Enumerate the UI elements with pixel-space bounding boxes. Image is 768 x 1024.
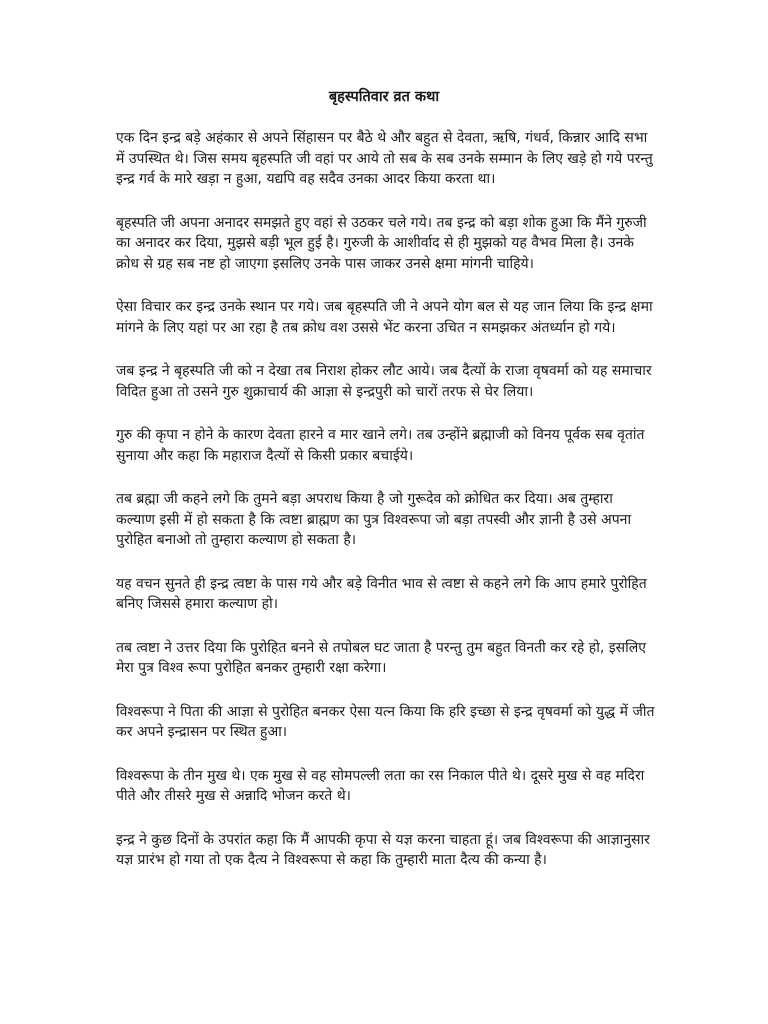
paragraph-10: विश्वरूपा के तीन मुख थे। एक मुख से वह सोमपल्ली लता का रस निकाल पीते थे। दूसरे मुख से वह मदिरा पीते और तीसरे मुख से अन्नादि भोजन करते थे। bbox=[116, 767, 645, 804]
paragraph-3: ऐसा विचार कर इन्द्र उनके स्थान पर गये। जब बृहस्पति जी ने अपने योग बल से यह जान लिया कि इन्द्र क्षमा मांगने के लिए यहां पर आ रहा है तब क्रोध वश उससे भेंट करना उचित न समझकर अंतर्ध्यान हो गये। bbox=[116, 299, 653, 336]
document-title: बृहस्पतिवार व्रत कथा bbox=[328, 89, 440, 105]
paragraph-6: तब ब्रह्मा जी कहने लगे कि तुमने बड़ा अपराध किया है जो गुरूदेव को क्रोधित कर दिया। अब तुम्हारा कल्याण इसी में हो सकता है कि त्वष्टा ब्राह्मण का पुत्र विश्वरूपा जो बड़ा तपस्वी और ज्ञानी है उसे अपना पुरोहित बनाओ तो तुम्हारा कल्याण हो सकता है। bbox=[116, 491, 632, 548]
paragraph-11: इन्द्र ने कुछ दिनों के उपरांत कहा कि मैं आपकी कृपा से यज्ञ करना चाहता हूं। जब विश्वरूपा की आज्ञानुसार यज्ञ प्रारंभ हो गया तो एक दैत्य ने विश्वरूपा से कहा कि तुम्हारी माता दैत्य की कन्या है। bbox=[116, 831, 650, 868]
paragraph-7: यह वचन सुनते ही इन्द्र त्वष्टा के पास गये और बड़े विनीत भाव से त्वष्टा से कहने लगे कि आप हमारे पुरोहित बनिए जिससे हमारा कल्याण हो। bbox=[116, 575, 647, 612]
paragraph-1: एक दिन इन्द्र बड़े अहंकार से अपने सिंहासन पर बैठे थे और बहुत से देवता, ऋषि, गंधर्व, किन्नार आदि सभा में उपस्थित थे। जिस समय बृहस्पति जी वहां पर आये तो सब के सब उनके सम्मान के लिए खड़े हो गये परन्तु इन्द्र गर्व के मारे खड़ा न हुआ, यद्यपि वह सदैव उनका आदर किया करता था। bbox=[116, 130, 653, 187]
paragraph-9: विश्वरूपा ने पिता की आज्ञा से पुरोहित बनकर ऐसा यत्न किया कि हरि इच्छा से इन्द्र वृषवर्मा को युद्ध में जीत कर अपने इन्द्रासन पर स्थित हुआ। bbox=[116, 703, 655, 740]
paragraph-2: बृहस्पति जी अपना अनादर समझते हुए वहां से उठकर चले गये। तब इन्द्र को बड़ा शोक हुआ कि मैंने गुरुजी का अनादर कर दिया, मुझसे बड़ी भूल हुई है। गुरुजी के आशीर्वाद से ही मुझको यह वैभव मिला है। उनके क्रोध से ग्रह सब नष्ट हो जाएगा इसलिए उनके पास जाकर उनसे क्षमा मांगनी चाहिये। bbox=[116, 214, 647, 272]
paragraph-8: तब त्वष्टा ने उत्तर दिया कि पुरोहित बनने से तपोबल घट जाता है परन्तु तुम बहुत विनती कर रहे हो, इसलिए मेरा पुत्र विश्व रूपा पुरोहित बनकर तुम्हारी रक्षा करेगा। bbox=[116, 639, 646, 676]
paragraph-4: जब इन्द्र ने बृहस्पति जी को न देखा तब निराश होकर लौट आये। जब दैत्यों के राजा वृषवर्मा को यह समाचार विदित हुआ तो उसने गुरु शुक्राचार्य की आज्ञा से इन्द्रपुरी को चारों तरफ से घेर लिया। bbox=[116, 363, 652, 400]
paragraph-5: गुरु की कृपा न होने के कारण देवता हारने व मार खाने लगे। तब उन्होंने ब्रह्माजी को विनय पूर्वक सब वृतांत सुनाया और कहा कि महाराज दैत्यों से किसी प्रकार बचाईये। bbox=[116, 427, 645, 464]
document-body bbox=[116, 128, 656, 894]
